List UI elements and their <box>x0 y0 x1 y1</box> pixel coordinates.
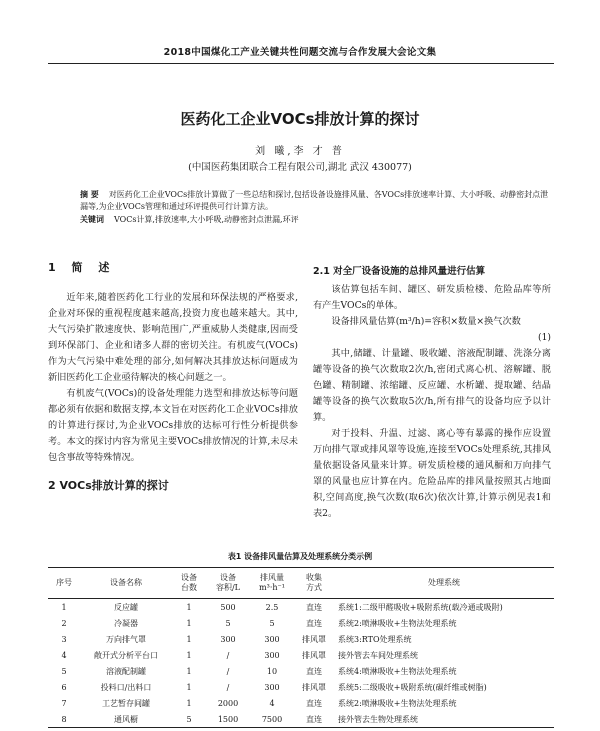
table-header-cell: 收集 方式 <box>294 568 334 599</box>
table-row <box>48 663 554 679</box>
table-cell: / <box>226 666 230 676</box>
table-cell: 1 <box>186 650 192 660</box>
table-cell: 排风罩 <box>302 634 326 644</box>
left-column <box>48 260 298 494</box>
section21-heading: 2.1 对全厂设备设施的总排风量进行估算 <box>313 266 486 277</box>
table-cell: 8 <box>48 711 80 728</box>
table-header-cell: 设备 台数 <box>172 568 206 599</box>
table-cell: 2 <box>61 618 67 628</box>
table-cell: 系统3:RTO处理系统 <box>338 634 412 644</box>
abstract <box>80 189 550 213</box>
table-cell: 1 <box>186 618 192 628</box>
table-cell: 敞开式分析平台口 <box>94 650 158 660</box>
table-cell: 排风罩 <box>302 650 326 660</box>
table-cell: 排风罩 <box>302 682 326 692</box>
keywords-text: VOCs计算,排放速率,大小呼吸,动静密封点泄漏,环评 <box>114 215 299 224</box>
table-cell: 300 <box>264 634 280 644</box>
section1-heading: 1 简 述 <box>48 261 116 274</box>
table-cell: 7500 <box>250 711 294 728</box>
table-row <box>48 599 554 616</box>
exhaust-table <box>48 567 554 728</box>
table-cell: 直连 <box>306 602 322 612</box>
table-cell: 直连 <box>306 698 322 708</box>
keywords <box>80 214 550 226</box>
table-cell: 系统2:喷淋吸收+生物法处理系统 <box>338 698 457 708</box>
table-cell: 通风橱 <box>80 711 172 728</box>
table-row <box>48 695 554 711</box>
authors: 刘 曦,李 才 普 <box>255 146 345 157</box>
table-cell: 1 <box>186 682 192 692</box>
table-cell: 1 <box>186 666 192 676</box>
table-header-cell: 设备名称 <box>80 568 172 599</box>
table-cell: 1 <box>61 602 67 612</box>
table-cell: 300 <box>264 650 280 660</box>
table-row <box>48 711 554 728</box>
header-rule <box>48 63 554 64</box>
table-cell: 接外管去生物处理系统 <box>334 711 554 728</box>
right-column <box>313 264 551 522</box>
table-cell: 5 <box>269 618 275 628</box>
table-cell: 投料口/出料口 <box>100 682 152 692</box>
table-cell: 反应罐 <box>114 602 138 612</box>
table-cell: / <box>226 682 230 692</box>
right-paragraph: 其中,储罐、计量罐、吸收罐、溶液配制罐、洗涤分离罐等设备的换气次数取2次/h,密闭式离心机、溶解罐、脱色罐、精制罐、浓缩罐、反应罐、水析罐、提取罐、结晶罐等设备的换气次数取5次/h,所有排气的设备均应予以计算。 <box>313 348 551 423</box>
table-row <box>48 631 554 647</box>
table-cell: 5 <box>61 666 67 676</box>
table-cell: 4 <box>61 650 67 660</box>
table-row <box>48 615 554 631</box>
section1-paragraph: 近年来,随着医药化工行业的发展和环保法规的严格要求,企业对环保的重视程度越来越高,投资力度也越来越大。其中,大气污染扩散速度快、影响范围广,严重威胁人类健康,因而受到环保部门、企业和诸多人群的密切关注。有机废气(VOCs)作为大气污染中难处理的部分,如何解决其排放达标问题成为新旧医药化工企业亟待解决的核心问题之一。 <box>48 292 298 383</box>
table-cell: 工艺暂存间罐 <box>102 698 150 708</box>
equation-number: (1) <box>537 332 551 343</box>
table-cell: 系统5:二级吸收+吸附系统(碳纤维或树脂) <box>338 682 487 692</box>
equation: 设备排风量估算(m³/h)=容积×数量×换气次数 <box>331 316 521 327</box>
table-header-cell: 设备 容积/L <box>206 568 250 599</box>
table-cell: 2.5 <box>265 602 279 612</box>
right-paragraph: 对于投料、升温、过滤、离心等有暴露的操作应设置万向排气罩或排风罩等设施,连接至VOCs处理系统,其排风量依据设备风量来计算。研发质检楼的通风橱和万向排气罩的风量也应计算在内。危险品库的排风量按照其占地面积,空间高度,换气次数(取6次)依次计算,计算示例见表1和表2。 <box>313 428 551 519</box>
section2-heading: 2 VOCs排放计算的探讨 <box>48 479 169 492</box>
table-cell: 2000 <box>217 698 239 708</box>
table-header-cell: 排风量 m³·h⁻¹ <box>250 568 294 599</box>
table-cell: 直连 <box>306 666 322 676</box>
table-cell: 溶液配制罐 <box>106 666 146 676</box>
table-cell: 6 <box>61 682 67 692</box>
table-cell: 10 <box>266 666 278 676</box>
table-cell: 系统2:喷淋吸收+生物法处理系统 <box>338 618 457 628</box>
table-cell: 1 <box>186 634 192 644</box>
abstract-text: 对医药化工企业VOCs排放计算做了一些总结和探讨,包括设备设施排风量、各VOCs排放速率计算、大小呼吸、动静密封点泄漏等,为企业VOCs管理和通过环评提供可行计算方法。 <box>80 190 549 211</box>
table-cell: 冷凝器 <box>114 618 138 628</box>
table-cell: / <box>226 650 230 660</box>
abstract-label: 摘 要 <box>80 190 99 199</box>
table-caption: 表1 设备排风量估算及处理系统分类示例 <box>227 552 373 561</box>
table-cell: 直连 <box>306 618 322 628</box>
table-cell: 万向排气罩 <box>106 634 146 644</box>
table-cell: 1500 <box>206 711 250 728</box>
table-cell: 接外管去车间处理系统 <box>338 650 418 660</box>
table-cell: 3 <box>61 634 67 644</box>
table-header-cell: 处理系统 <box>334 568 554 599</box>
table-header-row <box>48 568 554 599</box>
section1-paragraph: 有机废气(VOCs)的设备处理能力选型和排放达标等问题都必须有依据和数据支撑,本文旨在对医药化工企业VOCs排放的计算进行探讨,为企业VOCs排放的达标可行性分析提供参考。本文的探讨内容为常见主要VOCs排放情况的计算,未尽未包含事故等特殊情况。 <box>48 388 298 463</box>
affiliation: (中国医药集团联合工程有限公司,湖北 武汉 430077) <box>188 162 412 173</box>
table-cell: 500 <box>220 602 236 612</box>
table-header-cell: 序号 <box>48 568 80 599</box>
table-cell: 1 <box>186 698 192 708</box>
right-paragraph: 该估算包括车间、罐区、研发质检楼、危险品库等所有产生VOCs的单体。 <box>313 284 551 311</box>
table-cell: 系统4:喷淋吸收+生物法处理系统 <box>338 666 457 676</box>
keywords-label: 关键词 <box>80 215 104 224</box>
table-cell: 5 <box>172 711 206 728</box>
table-cell: 直连 <box>294 711 334 728</box>
table-cell: 7 <box>61 698 67 708</box>
table-cell: 300 <box>264 682 280 692</box>
article-title: 医药化工企业VOCs排放计算的探讨 <box>180 110 420 128</box>
table-cell: 4 <box>269 698 275 708</box>
table-cell: 5 <box>225 618 231 628</box>
table-cell: 1 <box>186 602 192 612</box>
table-cell: 300 <box>220 634 236 644</box>
table-row <box>48 679 554 695</box>
table-row <box>48 647 554 663</box>
running-header: 2018中国煤化工产业关键共性问题交流与合作发展大会论文集 <box>163 47 437 58</box>
table-cell: 系统1:二级甲醛吸收+吸附系统(载冷通或吸附) <box>338 602 503 612</box>
